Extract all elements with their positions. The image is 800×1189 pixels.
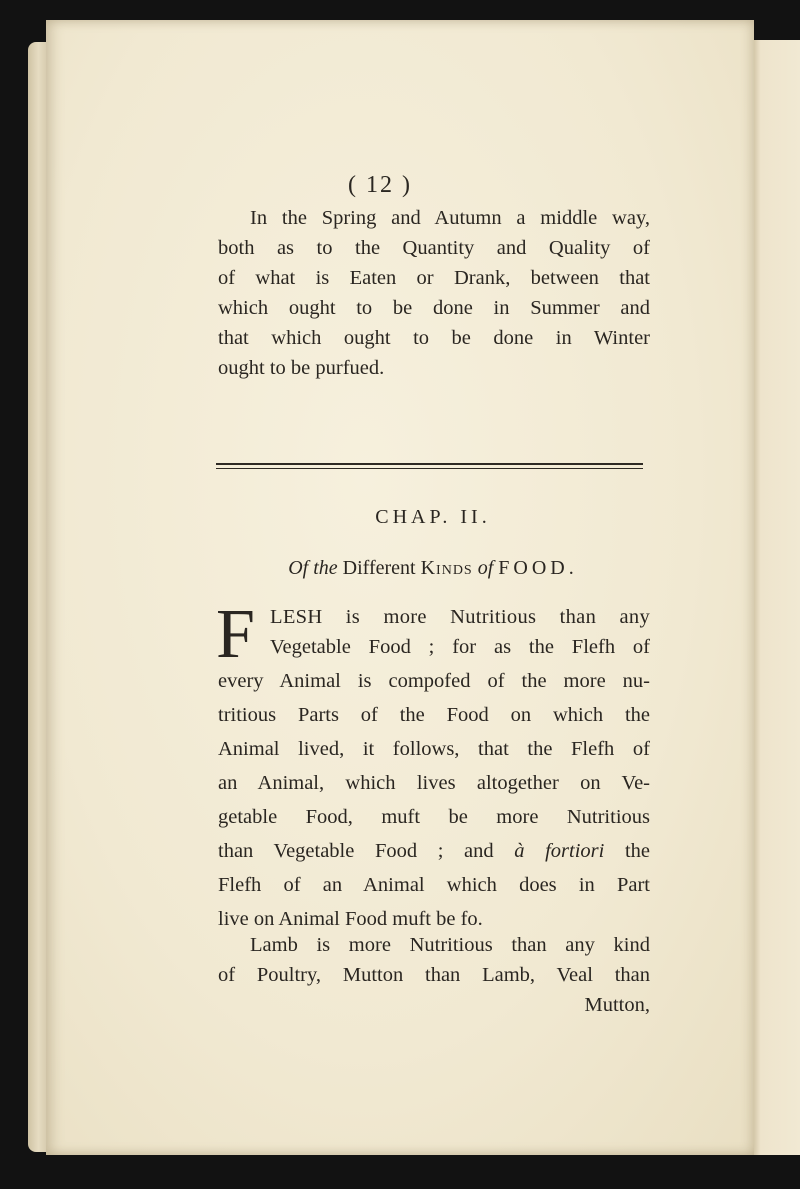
text-line: In the Spring and Autumn a middle way, <box>250 207 650 229</box>
text-line: every Animal is compofed of the more nu- <box>218 670 650 692</box>
italic-phrase: à fortiori <box>514 840 605 862</box>
subtitle-different: Different <box>342 557 416 579</box>
catchword: Mutton, <box>584 994 650 1016</box>
section-rule <box>216 463 643 465</box>
text-line: both as to the Quantity and Quality of <box>218 237 650 259</box>
text-fragment: the <box>624 840 650 862</box>
subtitle-of: of <box>477 557 494 579</box>
text-line: Vegetable Food ; for as the Flefh of <box>270 636 650 658</box>
subtitle-food: FOOD. <box>498 557 578 579</box>
paragraph-lamb <box>218 930 650 1020</box>
text-line: of Poultry, Mutton than Lamb, Veal than <box>218 964 650 986</box>
text-line: Lamb is more Nutritious than any kind <box>250 934 650 956</box>
text-line: Animal lived, it follows, that the Flefh of <box>218 738 650 760</box>
subtitle-kinds: Kinds <box>420 557 473 579</box>
text-line: tritious Parts of the Food on which the <box>218 704 650 726</box>
text-line: LESH is more Nutritious than any <box>270 606 650 628</box>
text-line: getable Food, muft be more Nutritious <box>218 806 650 828</box>
facing-page-edge <box>752 40 800 1155</box>
text-line: an Animal, which lives altogether on Ve- <box>218 772 650 794</box>
text-line: live on Animal Food muft be fo. <box>218 908 483 930</box>
text-line: that which ought to be done in Winter <box>218 327 650 349</box>
text-fragment: than Vegetable Food ; and <box>218 840 494 862</box>
page-number: ( 12 ) <box>348 172 412 198</box>
text-line: of what is Eaten or Drank, between that <box>218 267 650 289</box>
paragraph-seasons <box>218 203 650 383</box>
text-line: which ought to be done in Summer and <box>218 297 650 319</box>
drop-cap: F <box>216 596 255 673</box>
chapter-heading: CHAP. II. <box>375 506 491 528</box>
subtitle-of-the: Of the <box>288 557 338 579</box>
paragraph-flesh <box>216 596 650 934</box>
text-line: ought to be purfued. <box>218 357 385 379</box>
section-rule-thin <box>216 468 643 469</box>
text-line: Flefh of an Animal which does in Part <box>218 874 650 896</box>
chapter-subtitle <box>216 557 650 580</box>
text-line-mixed <box>218 836 650 866</box>
